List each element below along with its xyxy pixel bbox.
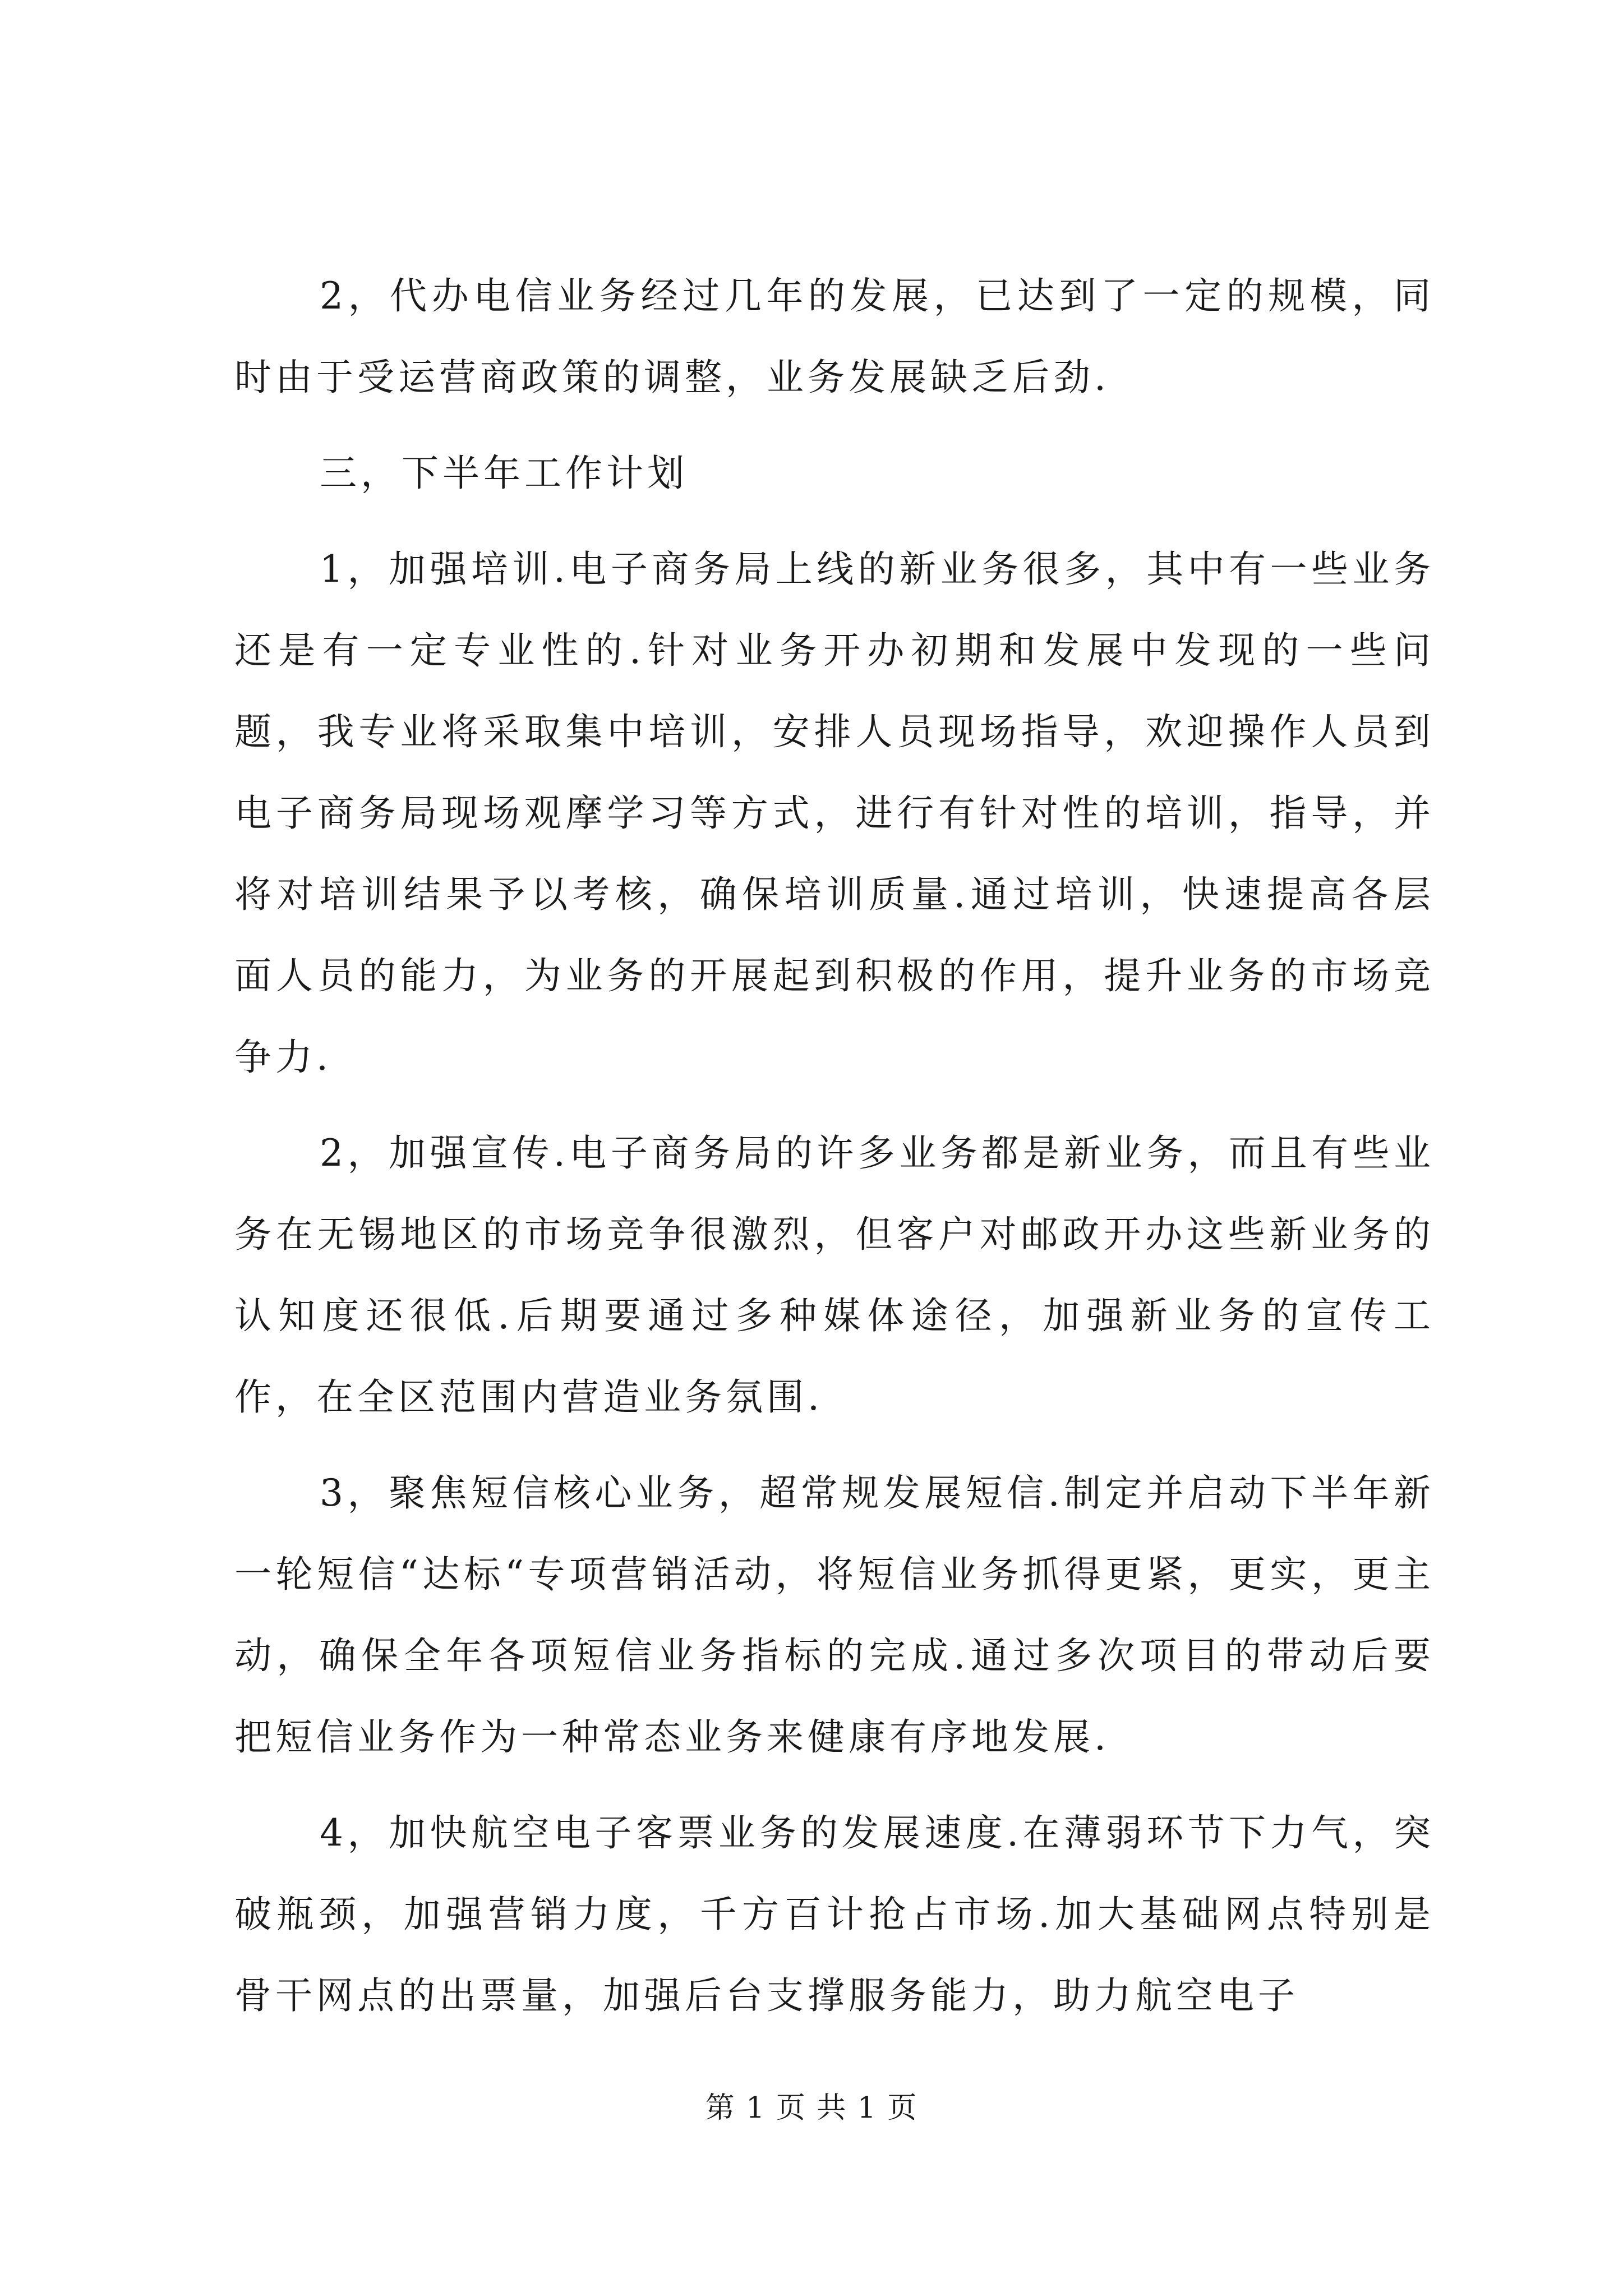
page-footer: 第 1 页 共 1 页 [705, 2091, 918, 2125]
paragraph-sms-business: 3，聚焦短信核心业务，超常规发展短信.制定并启动下半年新一轮短信“达标“专项营销活动，将短信业务抓得更紧，更实，更主动，确保全年各项短信业务指标的完成.通过多次项目的带动后要把短信业务作为一种常态业务来健康有序地发展. [234, 1471, 1435, 1759]
paragraph-publicity: 2，加强宣传.电子商务局的许多业务都是新业务，而且有些业务在无锡地区的市场竞争很激烈，但客户对邮政开办这些新业务的认知度还很低.后期要通过多种媒体途径，加强新业务的宣传工作，在全区范围内营造业务氛围. [234, 1131, 1435, 1419]
paragraph-telecom-agency: 2，代办电信业务经过几年的发展，已达到了一定的规模，同时由于受运营商政策的调整，业务发展缺乏后劲. [234, 274, 1435, 399]
section-heading-second-half-plan: 三，下半年工作计划 [320, 452, 688, 495]
document-body [234, 255, 1435, 2051]
paragraph-training: 1，加强培训.电子商务局上线的新业务很多，其中有一些业务还是有一定专业性的.针对业务开办初期和发展中发现的一些问题，我专业将采取集中培训，安排人员现场指导，欢迎操作人员到电子商务局现场观摩学习等方式，进行有针对性的培训，指导，并将对培训结果予以考核，确保培训质量.通过培训，快速提高各层面人员的能力，为业务的开展起到积极的作用，提升业务的市场竞争力. [234, 547, 1435, 1079]
paragraph-air-e-ticket: 4，加快航空电子客票业务的发展速度.在薄弱环节下力气，突破瓶颈，加强营销力度，千方百计抢占市场.加大基础网点特别是骨干网点的出票量，加强后台支撑服务能力，助力航空电子 [234, 1811, 1435, 2017]
